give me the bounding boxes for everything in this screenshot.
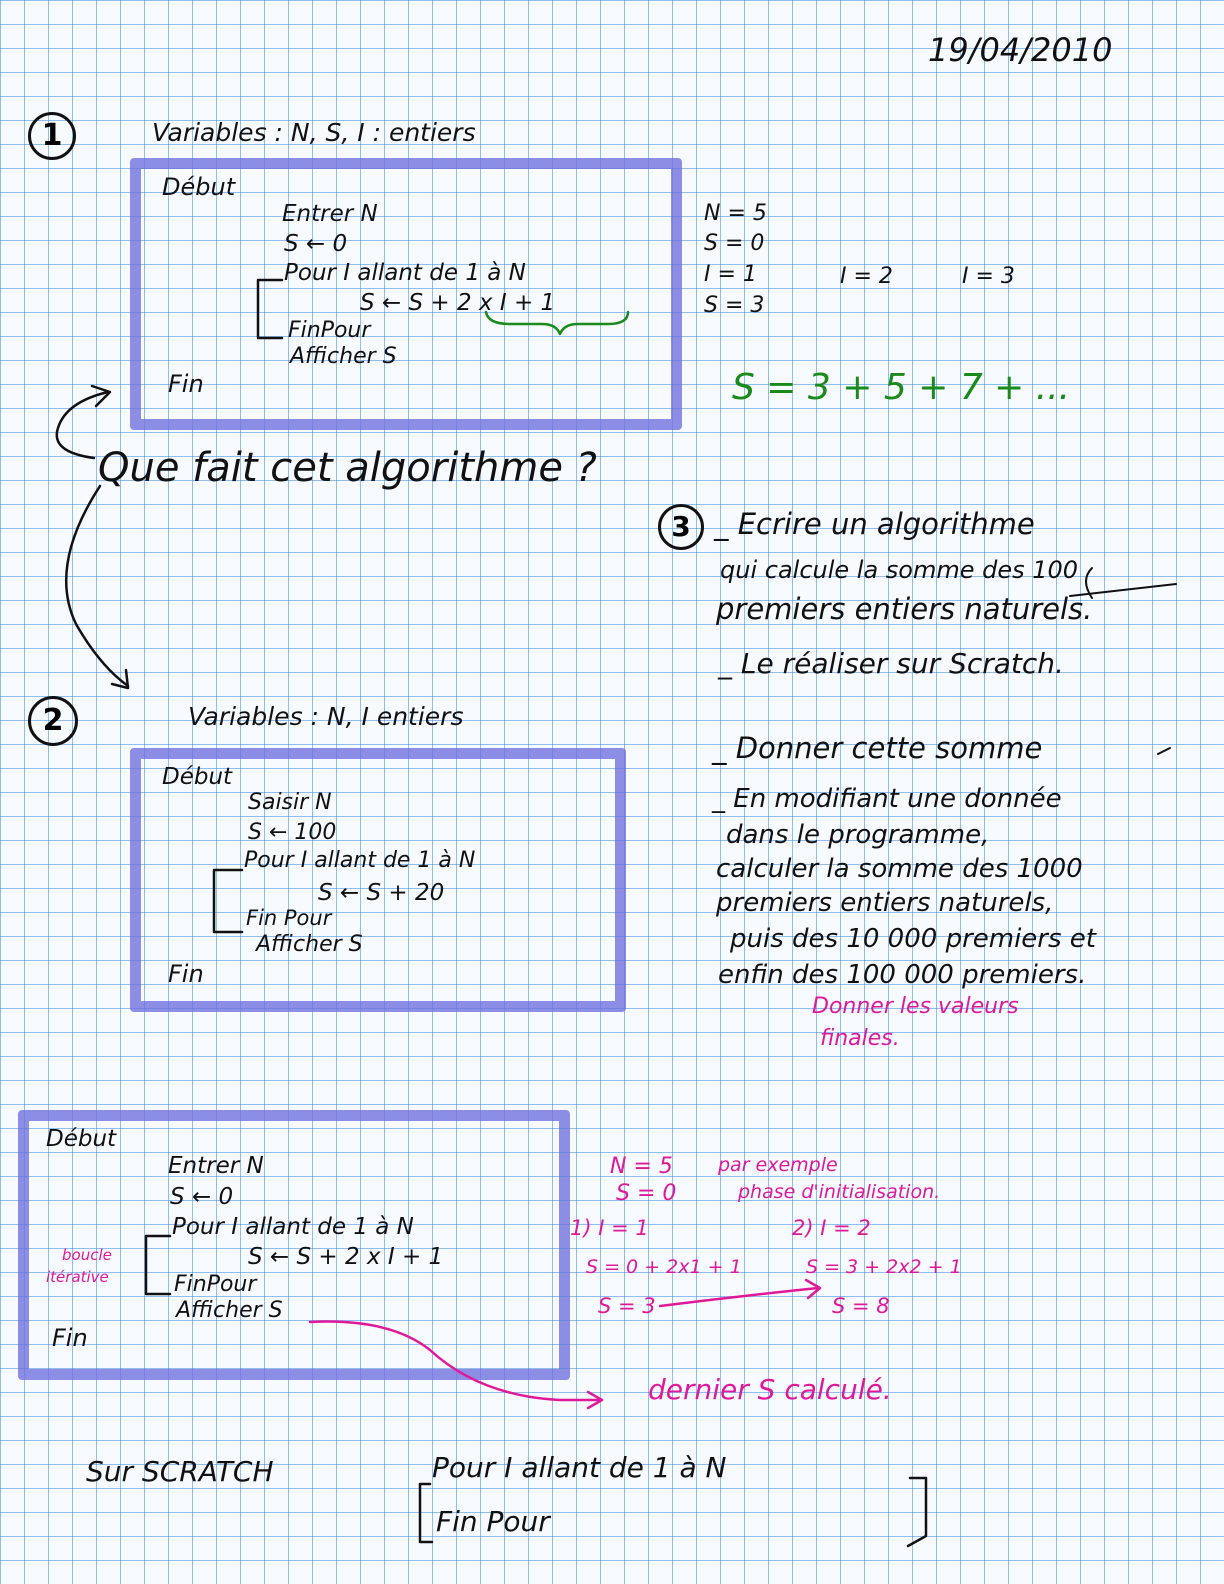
ex1-fin: Fin <box>168 370 204 398</box>
ex4-n: N = 5 <box>610 1154 673 1179</box>
exercise-3-number: 3 <box>658 504 704 550</box>
ex4-fin: Fin <box>52 1324 88 1352</box>
ex2-line-finpour: Fin Pour <box>246 906 332 930</box>
ex1-line-init: S ← 0 <box>284 231 348 257</box>
ex3-line-3: premiers entiers naturels. <box>716 592 1093 626</box>
ex4-step1-i: 1) I = 1 <box>570 1216 649 1240</box>
ex1-trace-i2: I = 2 <box>840 264 893 289</box>
ex3-line-5: _ Donner cette somme <box>712 731 1043 765</box>
ex4-step1-s: S = 0 + 2x1 + 1 <box>586 1256 742 1278</box>
ex2-debut: Début <box>162 764 233 790</box>
ex1-line-finpour: FinPour <box>288 318 371 343</box>
ex1-variables: Variables : N, S, I : entiers <box>152 118 476 147</box>
ex4-line-sum: S ← S + 2 x I + 1 <box>248 1244 444 1270</box>
ex2-line-pour: Pour I allant de 1 à N <box>244 848 476 873</box>
ex3-line-2: qui calcule la somme des 100 <box>720 556 1079 584</box>
ex3-line-9: premiers entiers naturels, <box>716 888 1054 918</box>
ex4-step1-result: S = 3 <box>598 1294 656 1318</box>
date: 19/04/2010 <box>928 31 1113 69</box>
ex3-note-1: Donner les valeurs <box>812 994 1019 1019</box>
ex4-line-init: S ← 0 <box>170 1184 234 1210</box>
ex3-line-11: enfin des 100 000 premiers. <box>718 960 1087 990</box>
ex4-s0: S = 0 <box>616 1181 677 1206</box>
ex4-line-afficher: Afficher S <box>176 1298 283 1323</box>
ex1-line-pour: Pour I allant de 1 à N <box>284 260 526 286</box>
ex1-sum-result: S = 3 + 5 + 7 + ... <box>732 367 1071 408</box>
ex1-debut: Début <box>162 173 236 201</box>
ex4-step2-i: 2) I = 2 <box>792 1216 871 1240</box>
ex2-line-saisir: Saisir N <box>248 790 332 815</box>
ex3-note-2: finales. <box>820 1026 900 1051</box>
ex4-debut: Début <box>46 1126 117 1152</box>
ex1-trace-n: N = 5 <box>704 201 767 226</box>
ex2-line-sum: S ← S + 20 <box>318 880 445 906</box>
ex3-line-4: _ Le réaliser sur Scratch. <box>718 647 1064 680</box>
ex2-line-afficher: Afficher S <box>256 932 363 957</box>
ex2-line-init: S ← 100 <box>248 820 337 845</box>
scratch-line-pour: Pour I allant de 1 à N <box>432 1451 727 1484</box>
ex3-line-10: puis des 10 000 premiers et <box>730 924 1096 954</box>
ex4-last-s: dernier S calculé. <box>648 1373 892 1406</box>
ex4-line-entrer: Entrer N <box>168 1153 264 1179</box>
ex1-line-afficher: Afficher S <box>290 344 397 369</box>
scratch-label: Sur SCRATCH <box>86 1455 274 1488</box>
ex4-par-exemple: par exemple <box>718 1154 838 1176</box>
ex4-phase: phase d'initialisation. <box>738 1181 941 1203</box>
ex3-line-1: _ Ecrire un algorithme <box>714 507 1035 541</box>
ex4-line-pour: Pour I allant de 1 à N <box>172 1214 414 1240</box>
ex2-variables: Variables : N, I entiers <box>188 702 464 731</box>
ex4-step2-s: S = 3 + 2x2 + 1 <box>806 1256 962 1278</box>
ex4-side-boucle: boucle <box>62 1246 112 1264</box>
scratch-line-finpour: Fin Pour <box>436 1505 550 1538</box>
ex1-trace-i1: I = 1 <box>704 262 757 287</box>
ex4-step2-result: S = 8 <box>832 1294 890 1318</box>
ex3-line-7: dans le programme, <box>726 820 990 850</box>
ex1-trace-s0: S = 0 <box>704 231 765 256</box>
ex3-line-8: calculer la somme des 1000 <box>716 854 1083 884</box>
exercise-1-number: 1 <box>28 112 76 160</box>
ex1-line-entrer: Entrer N <box>282 201 378 227</box>
ex1-trace-s3: S = 3 <box>704 293 765 318</box>
exercise-2-number: 2 <box>28 696 78 746</box>
ex4-line-finpour: FinPour <box>174 1272 257 1297</box>
ex1-trace-i3: I = 3 <box>962 264 1015 289</box>
ex1-line-sum: S ← S + 2 x I + 1 <box>360 290 556 316</box>
ex4-side-iterative: itérative <box>46 1268 109 1286</box>
ex3-line-6: _ En modifiant une donnée <box>712 784 1062 814</box>
ex2-fin: Fin <box>168 960 204 988</box>
ex1-question: Que fait cet algorithme ? <box>98 445 597 491</box>
